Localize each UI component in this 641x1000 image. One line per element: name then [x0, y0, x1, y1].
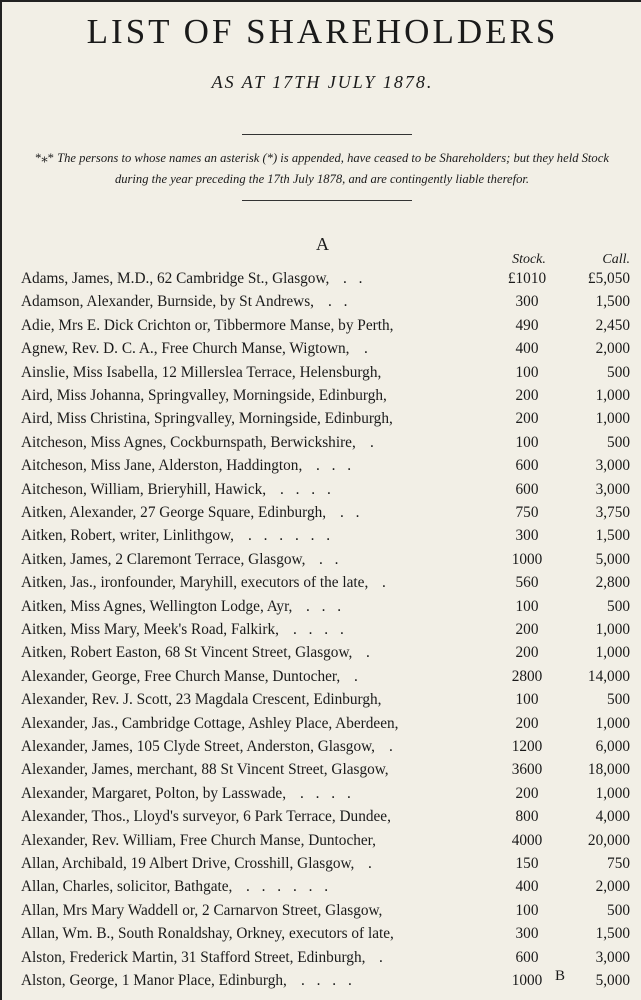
shareholder-row: [2, 925, 641, 948]
stock-value: 200: [515, 621, 539, 638]
shareholder-name: Aitcheson, Miss Agnes, Cockburnspath, Berwickshire,: [21, 433, 356, 451]
call-value: 2,800: [595, 574, 630, 592]
leader-dots: .: [379, 948, 387, 966]
shareholder-row: [2, 832, 641, 855]
call-value: £5,050: [587, 270, 630, 287]
leader-dots: .: [364, 340, 372, 358]
shareholder-name: Allan, Archibald, 19 Albert Drive, Crosshill, Glasgow,: [21, 855, 355, 872]
shareholder-name: Alexander, Rev. J. Scott, 23 Magdala Crescent, Edinburgh,: [21, 691, 382, 709]
divider-top: [242, 134, 412, 135]
shareholder-row: [2, 340, 641, 363]
shareholder-row: [2, 878, 641, 901]
shareholder-row: [2, 808, 641, 831]
leader-dots: .: [366, 644, 374, 662]
shareholder-row: [2, 949, 641, 972]
shareholder-name: Alston, Frederick Martin, 31 Stafford Street, Edinburgh,: [21, 948, 366, 966]
shareholder-row: [2, 761, 641, 784]
shareholder-name: Alexander, Rev. William, Free Church Manse, Duntocher,: [21, 831, 376, 849]
stock-value: 600: [515, 480, 539, 498]
stock-value: 800: [515, 808, 539, 826]
stock-value: 2800: [511, 667, 543, 685]
leader-dots: . . . .: [293, 621, 348, 638]
stock-value: 100: [515, 597, 539, 615]
leader-dots: . . . .: [280, 480, 335, 498]
call-value: 1,500: [595, 527, 630, 545]
call-value: 2,000: [595, 340, 630, 358]
stock-value: 4000: [511, 831, 543, 849]
call-value: 1,000: [595, 784, 630, 802]
call-value: 500: [607, 901, 630, 919]
shareholder-row: [2, 504, 641, 527]
call-value: 5,000: [595, 972, 630, 989]
call-value: 500: [607, 363, 630, 381]
stock-value: 100: [515, 901, 539, 919]
shareholder-name: Allan, Charles, solicitor, Bathgate,: [21, 878, 233, 896]
shareholder-name: Alexander, James, merchant, 88 St Vincent Street, Glasgow,: [21, 761, 389, 779]
call-value: 2,000: [595, 878, 630, 896]
shareholder-name: Adamson, Alexander, Burnside, by St Andrews,: [21, 293, 314, 311]
shareholder-row: [2, 621, 641, 644]
leader-dots: .: [389, 738, 397, 755]
leader-dots: . .: [319, 550, 343, 568]
shareholder-row: [2, 785, 641, 808]
leader-dots: .: [368, 855, 376, 872]
stock-value: 200: [515, 644, 539, 662]
shareholder-row: [2, 668, 641, 691]
shareholder-row: [2, 410, 641, 433]
shareholder-row: [2, 902, 641, 925]
shareholder-name: Allan, Wm. B., South Ronaldshay, Orkney, executors of late,: [21, 925, 394, 943]
shareholder-name: Alexander, Margaret, Polton, by Lasswade,: [21, 784, 287, 802]
stock-value: 600: [515, 948, 539, 966]
shareholder-row: [2, 972, 641, 995]
stock-value: 750: [515, 504, 539, 521]
shareholder-name: Aitken, Alexander, 27 George Square, Edinburgh,: [21, 504, 327, 521]
shareholder-name: Aitken, Robert, writer, Linlithgow,: [21, 527, 234, 545]
stock-value: 200: [515, 714, 539, 732]
stock-value: 560: [515, 574, 539, 592]
stock-value: 400: [515, 878, 539, 896]
stock-value: 200: [515, 784, 539, 802]
shareholder-row: [2, 481, 641, 504]
shareholder-row: [2, 270, 641, 293]
call-value: 1,500: [595, 293, 630, 311]
column-header-call: Call.: [602, 252, 630, 267]
note-asterisks: *⁎*: [35, 151, 54, 165]
call-value: 20,000: [587, 831, 630, 849]
stock-value: 1000: [511, 550, 543, 568]
call-value: 3,000: [595, 948, 630, 966]
shareholder-name: Alexander, Jas., Cambridge Cottage, Ashley Place, Aberdeen,: [21, 714, 399, 732]
shareholder-row: [2, 457, 641, 480]
shareholder-row: [2, 317, 641, 340]
shareholder-row: [2, 598, 641, 621]
shareholder-row: [2, 387, 641, 410]
stock-value: 100: [515, 433, 539, 451]
shareholder-name: Ainslie, Miss Isabella, 12 Millerslea Terrace, Helensburgh,: [21, 363, 382, 381]
shareholder-name: Aitken, Robert Easton, 68 St Vincent Street, Glasgow,: [21, 644, 353, 662]
call-value: 500: [607, 691, 630, 709]
call-value: 14,000: [587, 667, 630, 685]
call-value: 1,500: [595, 925, 630, 943]
shareholder-row: [2, 364, 641, 387]
leader-dots: . . .: [306, 597, 346, 615]
shareholder-row: [2, 434, 641, 457]
call-value: 4,000: [595, 808, 630, 826]
leader-dots: . .: [328, 293, 352, 311]
call-value: 3,000: [595, 480, 630, 498]
call-value: 1,000: [595, 410, 630, 428]
stock-value: 200: [515, 410, 539, 428]
stock-value: 300: [515, 293, 539, 311]
leader-dots: . . .: [316, 457, 356, 475]
leader-dots: .: [354, 667, 362, 685]
shareholder-name: Aitcheson, Miss Jane, Alderston, Haddington,: [21, 457, 303, 475]
call-value: 1,000: [595, 621, 630, 638]
shareholder-name: Aird, Miss Christina, Springvalley, Morningside, Edinburgh,: [21, 410, 393, 428]
shareholder-name: Allan, Mrs Mary Waddell or, 2 Carnarvon Street, Glasgow,: [21, 901, 383, 919]
leader-dots: . . . . . .: [248, 527, 335, 545]
shareholder-name: Aitken, James, 2 Claremont Terrace, Glasgow,: [21, 550, 306, 568]
shareholder-name: Adie, Mrs E. Dick Crichton or, Tibbermore Manse, by Perth,: [21, 316, 394, 334]
shareholder-row: [2, 293, 641, 316]
shareholder-name: Agnew, Rev. D. C. A., Free Church Manse, Wigtown,: [21, 340, 350, 358]
stock-value: 3600: [511, 761, 543, 779]
shareholder-name: Aitken, Miss Mary, Meek's Road, Falkirk,: [21, 621, 279, 638]
stock-value: 100: [515, 363, 539, 381]
shareholder-row: [2, 855, 641, 878]
page-title: LIST OF SHAREHOLDERS: [86, 12, 559, 51]
divider-bottom: [242, 200, 412, 201]
shareholder-name: Alexander, James, 105 Clyde Street, Anderston, Glasgow,: [21, 738, 375, 755]
call-value: 3,750: [595, 504, 630, 521]
call-value: 500: [607, 597, 630, 615]
signature-mark: B: [555, 968, 566, 984]
shareholder-name: Adams, James, M.D., 62 Cambridge St., Glasgow,: [21, 270, 330, 287]
call-value: 750: [607, 855, 630, 872]
shareholder-name: Alexander, Thos., Lloyd's surveyor, 6 Park Terrace, Dundee,: [21, 808, 391, 826]
stock-value: 400: [515, 340, 539, 358]
shareholder-row: [2, 551, 641, 574]
call-value: 1,000: [595, 644, 630, 662]
note-text: The persons to whose names an asterisk (*) is appended, have ceased to be Shareholders; but they held Stock during the year preceding the 17th July 1878, and are contingently liable therefor.: [57, 151, 609, 186]
leader-dots: . . . .: [300, 784, 355, 802]
section-letter: A: [316, 234, 329, 254]
stock-value: 100: [515, 691, 539, 709]
shareholder-name: Aitken, Jas., ironfounder, Maryhill, executors of the late,: [21, 574, 369, 592]
shareholder-row: [2, 527, 641, 550]
shareholder-name: Aitken, Miss Agnes, Wellington Lodge, Ayr,: [21, 597, 293, 615]
shareholder-row: [2, 574, 641, 597]
stock-value: 1000: [511, 972, 543, 989]
shareholder-row: [2, 691, 641, 714]
call-value: 2,450: [595, 316, 630, 334]
stock-value: 600: [515, 457, 539, 475]
stock-value: 300: [515, 527, 539, 545]
leader-dots: .: [370, 433, 378, 451]
call-value: 6,000: [595, 738, 630, 755]
leader-dots: . . . .: [301, 972, 356, 989]
leader-dots: . . . . . .: [246, 878, 333, 896]
leader-dots: . .: [340, 504, 364, 521]
column-header-stock: Stock.: [512, 252, 546, 267]
shareholder-name: Alexander, George, Free Church Manse, Duntocher,: [21, 667, 341, 685]
leader-dots: .: [382, 574, 390, 592]
shareholder-row: [2, 738, 641, 761]
stock-value: 150: [515, 855, 539, 872]
asterisk-note: [22, 148, 622, 190]
shareholder-name: Aird, Miss Johanna, Springvalley, Morningside, Edinburgh,: [21, 387, 387, 404]
stock-value: 300: [515, 925, 539, 943]
call-value: 1,000: [595, 714, 630, 732]
stock-value: £1010: [507, 270, 547, 287]
stock-value: 1200: [511, 738, 543, 755]
leader-dots: . .: [343, 270, 367, 287]
shareholder-name: Aitcheson, William, Brieryhill, Hawick,: [21, 480, 267, 498]
shareholder-row: [2, 715, 641, 738]
stock-value: 200: [515, 387, 539, 404]
call-value: 3,000: [595, 457, 630, 475]
page-subtitle: AS AT 17TH JULY 1878.: [211, 72, 434, 92]
call-value: 1,000: [595, 387, 630, 404]
shareholder-name: Alston, George, 1 Manor Place, Edinburgh,: [21, 972, 287, 989]
call-value: 5,000: [595, 550, 630, 568]
shareholder-row: [2, 644, 641, 667]
call-value: 500: [607, 433, 630, 451]
call-value: 18,000: [587, 761, 630, 779]
stock-value: 490: [515, 316, 539, 334]
